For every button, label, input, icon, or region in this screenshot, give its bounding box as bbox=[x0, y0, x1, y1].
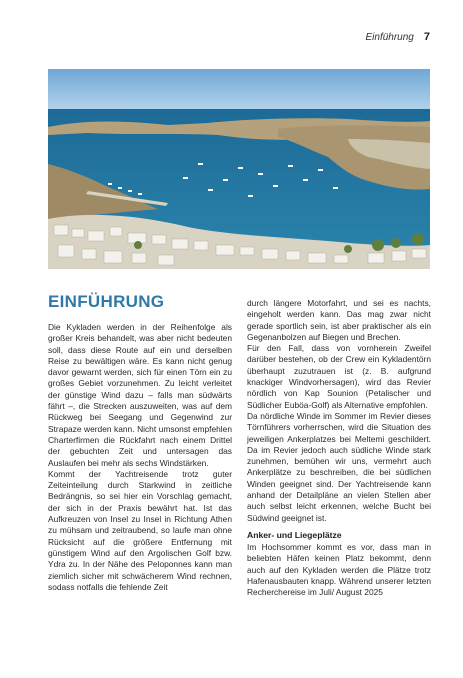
left-paragraph-2: Kommt der Yachtreisende trotz guter Zeiteinteilung durch Starkwind in zeitliche Bedrängnis, so sei hier ein Vorschlag gemacht, der sich in der Praxis bewährt hat. Ist das Aufkreuzen von Insel zu Insel in Richtung Athen zu mühsam und zeitraubend, so laufe man ohne Rücksicht auf die größere Entfernung mit günstigem Wind auf den Argolischen Golf bzw. Ydra zu. In der Nähe des Peloponnes kann man ziemlich sicher mit schwächerem Wind rechnen, sodass notfalls die fehlende Zeit bbox=[48, 468, 232, 592]
left-paragraph-1: Die Kykladen werden in der Reihenfolge als großer Kreis behandelt, was aber nicht bedeuten soll, dass diese Route auf ein und derselben Reise zu bewältigen wäre. Es kann nicht genug davor gewarnt werden, sich für einen Törn ein zu großes Gebiet vorzunehmen. Zu leicht verleitet der günstige Wind dazu – falls man südwärts fährt –, die Strecken auszuweiten, was auf dem Rückweg bei Seegang und Gegenwind zur Strapaze werden kann. Nicht umsonst empfehlen Charterfirmen die Rückfahrt nach einem Drittel der gebuchten Zeit und untersagen das Auslaufen bei mehr als sechs Windstärken. bbox=[48, 322, 232, 468]
right-paragraph-2: Für den Fall, dass von vornherein Zweifel darüber bestehen, ob der Crew ein Kykladentörn überhaupt zuzutrauen ist (z. B. aufgrund knackiger Windvorhersagen), wird das Revier nördlich von Kap Sounion (Petalischer und Südlicher Euböa-Golf) als Alternative empfohlen. bbox=[247, 343, 431, 410]
header-section-title: Einführung bbox=[365, 32, 414, 43]
right-column bbox=[247, 298, 431, 598]
running-header bbox=[366, 31, 431, 43]
left-column bbox=[48, 292, 232, 593]
article-title: EINFÜHRUNG bbox=[48, 292, 165, 311]
page-number: 7 bbox=[423, 31, 430, 43]
harbor-bay-photo bbox=[48, 69, 430, 269]
subheading-paragraph: Im Hochsommer kommt es vor, dass man in beliebten Häfen keinen Platz bekommt, denn auch auf den Kykladen werden die Plätze trotz Hafenausbauten knapp. Während unserer letzten Recherchereise im Juli/ August 2025 bbox=[247, 541, 431, 598]
right-paragraph-3: Da nördliche Winde im Sommer im Revier dieses Törnführers vorherrschen, wird die Situation des jeweiligen Ankerplatzes bei Meltemi geschildert. Da im Revier jedoch auch südliche Winde stark zunehmen, bemühen wir uns, vermehrt auch Ankerplätze zu beschreiben, die bei südlichen Winden geeignet sind. Der Yachtreisende kann anhand der Detailpläne an vielen Stellen aber auch selbst leicht erkennen, welche Bucht bei Südwind geeignet ist. bbox=[247, 410, 431, 523]
section-subheading: Anker- und Liegeplätze bbox=[247, 529, 342, 540]
right-paragraph-1: durch längere Motorfahrt, und sei es nachts, eingeholt werden kann. Das mag zwar nicht gerade sportlich sein, ist aber praktischer als ein Gegenanbolzen auf Biegen und Brechen. bbox=[247, 298, 431, 342]
photo-illustration bbox=[48, 69, 430, 269]
